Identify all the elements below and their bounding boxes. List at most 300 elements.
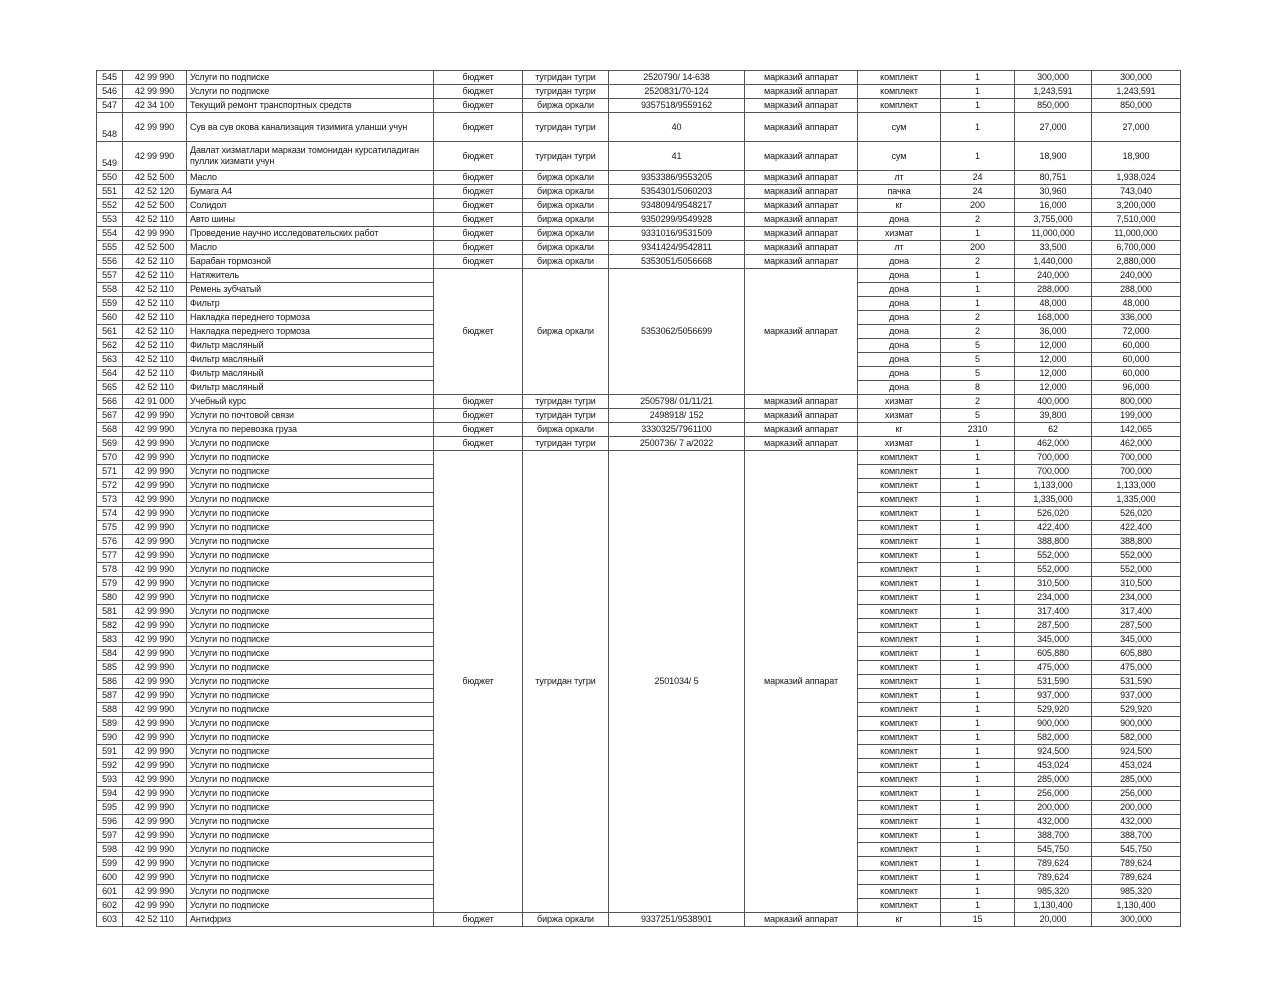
- cell-row-number: 558: [97, 283, 123, 297]
- table-row: [97, 269, 1181, 283]
- cell-expense-code: 42 99 990: [123, 843, 187, 857]
- cell-budget: бюджет: [434, 213, 523, 227]
- cell-org: марказий аппарат: [745, 113, 858, 142]
- cell-row-number: 589: [97, 717, 123, 731]
- cell-unit-price: 700,000: [1015, 465, 1092, 479]
- cell-unit: кг: [858, 913, 941, 927]
- cell-contract: 9331016/9531509: [609, 227, 745, 241]
- cell-total: 700,000: [1092, 465, 1181, 479]
- cell-unit-price: 288,000: [1015, 283, 1092, 297]
- cell-expense-code: 42 99 990: [123, 451, 187, 465]
- cell-expense-code: 42 52 110: [123, 297, 187, 311]
- cell-expense-code: 42 99 990: [123, 661, 187, 675]
- cell-row-number: 561: [97, 325, 123, 339]
- cell-unit-price: 27,000: [1015, 113, 1092, 142]
- table-row: [97, 185, 1181, 199]
- cell-unit: кг: [858, 199, 941, 213]
- cell-unit: комплект: [858, 535, 941, 549]
- cell-unit: комплект: [858, 871, 941, 885]
- cell-description: Услуги по подписке: [187, 577, 434, 591]
- cell-expense-code: 42 99 990: [123, 815, 187, 829]
- cell-description: Услуги по подписке: [187, 493, 434, 507]
- cell-quantity: 1: [941, 563, 1015, 577]
- cell-description: Фильтр: [187, 297, 434, 311]
- cell-row-number: 590: [97, 731, 123, 745]
- cell-description: Услуги по подписке: [187, 815, 434, 829]
- cell-unit-price: 36,000: [1015, 325, 1092, 339]
- cell-expense-code: 42 52 110: [123, 269, 187, 283]
- cell-unit: комплект: [858, 717, 941, 731]
- cell-unit-price: 924,500: [1015, 745, 1092, 759]
- cell-contract: 3330325/7961100: [609, 423, 745, 437]
- cell-row-number: 581: [97, 605, 123, 619]
- cell-total: 985,320: [1092, 885, 1181, 899]
- cell-row-number: 574: [97, 507, 123, 521]
- cell-expense-code: 42 52 110: [123, 367, 187, 381]
- cell-total: 234,000: [1092, 591, 1181, 605]
- cell-total: 60,000: [1092, 339, 1181, 353]
- cell-unit-price: 16,000: [1015, 199, 1092, 213]
- cell-unit-price: 1,243,591: [1015, 85, 1092, 99]
- cell-expense-code: 42 99 990: [123, 465, 187, 479]
- table-body: [97, 71, 1181, 927]
- cell-quantity: 1: [941, 465, 1015, 479]
- cell-row-number: 588: [97, 703, 123, 717]
- cell-row-number: 570: [97, 451, 123, 465]
- cell-unit: комплект: [858, 521, 941, 535]
- cell-contract: 5353051/5056668: [609, 255, 745, 269]
- cell-quantity: 1: [941, 269, 1015, 283]
- cell-expense-code: 42 99 990: [123, 885, 187, 899]
- cell-row-number: 550: [97, 171, 123, 185]
- cell-description: Услуги по подписке: [187, 661, 434, 675]
- cell-method: биржа оркали: [523, 423, 609, 437]
- cell-quantity: 1: [941, 899, 1015, 913]
- cell-unit-price: 432,000: [1015, 815, 1092, 829]
- cell-total: 453,024: [1092, 759, 1181, 773]
- cell-description: Ремень зубчатый: [187, 283, 434, 297]
- cell-unit: комплект: [858, 773, 941, 787]
- cell-description: Учебный курс: [187, 395, 434, 409]
- cell-description: Услуги по подписке: [187, 703, 434, 717]
- cell-unit: хизмат: [858, 409, 941, 423]
- cell-quantity: 1: [941, 283, 1015, 297]
- cell-quantity: 200: [941, 199, 1015, 213]
- cell-budget: бюджет: [434, 113, 523, 142]
- cell-quantity: 1: [941, 857, 1015, 871]
- cell-row-number: 584: [97, 647, 123, 661]
- cell-total: 526,020: [1092, 507, 1181, 521]
- cell-quantity: 1: [941, 297, 1015, 311]
- cell-description: Услуги по подписке: [187, 71, 434, 85]
- cell-unit: дона: [858, 381, 941, 395]
- cell-row-number: 602: [97, 899, 123, 913]
- cell-method: тугридан тугри: [523, 85, 609, 99]
- cell-unit: комплект: [858, 465, 941, 479]
- cell-expense-code: 42 99 990: [123, 113, 187, 142]
- cell-expense-code: 42 99 990: [123, 142, 187, 171]
- cell-row-number: 578: [97, 563, 123, 577]
- cell-unit-price: 552,000: [1015, 549, 1092, 563]
- cell-description: Накладка переднего тормоза: [187, 325, 434, 339]
- cell-total: 288,000: [1092, 283, 1181, 297]
- cell-budget: бюджет: [434, 437, 523, 451]
- cell-method: тугридан тугри: [523, 113, 609, 142]
- cell-quantity: 1: [941, 113, 1015, 142]
- cell-total: 937,000: [1092, 689, 1181, 703]
- cell-unit-price: 526,020: [1015, 507, 1092, 521]
- cell-method: биржа оркали: [523, 185, 609, 199]
- cell-quantity: 2: [941, 325, 1015, 339]
- cell-total: 1,130,400: [1092, 899, 1181, 913]
- cell-unit: комплект: [858, 745, 941, 759]
- cell-total: 287,500: [1092, 619, 1181, 633]
- cell-total: 18,900: [1092, 142, 1181, 171]
- cell-quantity: 1: [941, 85, 1015, 99]
- cell-total: 300,000: [1092, 71, 1181, 85]
- table-row: [97, 255, 1181, 269]
- cell-quantity: 2: [941, 395, 1015, 409]
- cell-org: марказий аппарат: [745, 199, 858, 213]
- cell-method: биржа оркали: [523, 213, 609, 227]
- cell-quantity: 200: [941, 241, 1015, 255]
- cell-unit: дона: [858, 255, 941, 269]
- cell-description: Барабан тормозной: [187, 255, 434, 269]
- cell-unit: дона: [858, 269, 941, 283]
- cell-budget: бюджет: [434, 423, 523, 437]
- cell-unit: комплект: [858, 689, 941, 703]
- cell-row-number: 583: [97, 633, 123, 647]
- cell-method: биржа оркали: [523, 171, 609, 185]
- cell-method: биржа оркали: [523, 269, 609, 395]
- cell-total: 388,800: [1092, 535, 1181, 549]
- cell-unit: комплект: [858, 843, 941, 857]
- cell-expense-code: 42 99 990: [123, 549, 187, 563]
- cell-expense-code: 42 99 990: [123, 605, 187, 619]
- cell-unit: комплект: [858, 577, 941, 591]
- cell-org: марказий аппарат: [745, 171, 858, 185]
- cell-unit-price: 11,000,000: [1015, 227, 1092, 241]
- cell-expense-code: 42 52 110: [123, 913, 187, 927]
- cell-row-number: 580: [97, 591, 123, 605]
- cell-unit-price: 18,900: [1015, 142, 1092, 171]
- cell-row-number: 546: [97, 85, 123, 99]
- cell-unit: комплект: [858, 787, 941, 801]
- cell-quantity: 1: [941, 605, 1015, 619]
- cell-total: 1,335,000: [1092, 493, 1181, 507]
- table-row: [97, 99, 1181, 113]
- cell-quantity: 1: [941, 633, 1015, 647]
- cell-row-number: 562: [97, 339, 123, 353]
- cell-method: тугридан тугри: [523, 395, 609, 409]
- table-row: [97, 213, 1181, 227]
- cell-total: 462,000: [1092, 437, 1181, 451]
- cell-description: Услуги по подписке: [187, 563, 434, 577]
- cell-unit-price: 388,800: [1015, 535, 1092, 549]
- cell-unit-price: 552,000: [1015, 563, 1092, 577]
- cell-expense-code: 42 99 990: [123, 857, 187, 871]
- cell-expense-code: 42 99 990: [123, 899, 187, 913]
- cell-row-number: 563: [97, 353, 123, 367]
- cell-total: 388,700: [1092, 829, 1181, 843]
- cell-expense-code: 42 99 990: [123, 409, 187, 423]
- cell-total: 789,624: [1092, 871, 1181, 885]
- cell-org: марказий аппарат: [745, 227, 858, 241]
- cell-unit-price: 388,700: [1015, 829, 1092, 843]
- table-row: [97, 423, 1181, 437]
- cell-row-number: 552: [97, 199, 123, 213]
- cell-total: 432,000: [1092, 815, 1181, 829]
- cell-unit-price: 48,000: [1015, 297, 1092, 311]
- cell-description: Накладка переднего тормоза: [187, 311, 434, 325]
- cell-quantity: 1: [941, 731, 1015, 745]
- cell-row-number: 579: [97, 577, 123, 591]
- cell-expense-code: 42 52 110: [123, 255, 187, 269]
- table-row: [97, 142, 1181, 171]
- cell-description: Проведение научно исследовательских работ: [187, 227, 434, 241]
- cell-contract: 2520831/70-124: [609, 85, 745, 99]
- cell-description: Фильтр масляный: [187, 367, 434, 381]
- cell-quantity: 1: [941, 535, 1015, 549]
- cell-quantity: 1: [941, 815, 1015, 829]
- cell-total: 336,000: [1092, 311, 1181, 325]
- cell-total: 48,000: [1092, 297, 1181, 311]
- cell-org: марказий аппарат: [745, 913, 858, 927]
- cell-unit-price: 3,755,000: [1015, 213, 1092, 227]
- cell-unit: хизмат: [858, 395, 941, 409]
- cell-row-number: 556: [97, 255, 123, 269]
- cell-unit-price: 62: [1015, 423, 1092, 437]
- cell-quantity: 5: [941, 353, 1015, 367]
- cell-budget: бюджет: [434, 199, 523, 213]
- cell-row-number: 572: [97, 479, 123, 493]
- cell-description: Давлат хизматлари маркази томонидан курсатиладиган пуллик хизмати учун: [187, 142, 434, 171]
- cell-expense-code: 42 99 990: [123, 619, 187, 633]
- table-row: [97, 395, 1181, 409]
- cell-expense-code: 42 52 500: [123, 241, 187, 255]
- cell-unit-price: 1,133,000: [1015, 479, 1092, 493]
- table-row: [97, 241, 1181, 255]
- cell-expense-code: 42 99 990: [123, 71, 187, 85]
- cell-unit: хизмат: [858, 227, 941, 241]
- cell-unit: дона: [858, 339, 941, 353]
- cell-contract: 9337251/9538901: [609, 913, 745, 927]
- cell-unit-price: 256,000: [1015, 787, 1092, 801]
- cell-row-number: 576: [97, 535, 123, 549]
- cell-expense-code: 42 99 990: [123, 507, 187, 521]
- cell-expense-code: 42 52 120: [123, 185, 187, 199]
- cell-contract: 2498918/ 152: [609, 409, 745, 423]
- cell-total: 200,000: [1092, 801, 1181, 815]
- cell-description: Услуга по перевозка груза: [187, 423, 434, 437]
- cell-unit: комплект: [858, 479, 941, 493]
- cell-description: Услуги по подписке: [187, 857, 434, 871]
- cell-row-number: 559: [97, 297, 123, 311]
- cell-unit-price: 400,000: [1015, 395, 1092, 409]
- cell-description: Услуги по подписке: [187, 717, 434, 731]
- cell-quantity: 1: [941, 689, 1015, 703]
- cell-description: Услуги по подписке: [187, 675, 434, 689]
- cell-unit: комплект: [858, 619, 941, 633]
- cell-quantity: 5: [941, 339, 1015, 353]
- cell-quantity: 1: [941, 843, 1015, 857]
- table-row: [97, 409, 1181, 423]
- cell-description: Солидол: [187, 199, 434, 213]
- cell-total: 789,624: [1092, 857, 1181, 871]
- cell-description: Антифриз: [187, 913, 434, 927]
- cell-row-number: 566: [97, 395, 123, 409]
- cell-unit: комплект: [858, 899, 941, 913]
- cell-description: Авто шины: [187, 213, 434, 227]
- cell-org: марказий аппарат: [745, 437, 858, 451]
- cell-expense-code: 42 52 110: [123, 283, 187, 297]
- cell-quantity: 1: [941, 71, 1015, 85]
- cell-row-number: 600: [97, 871, 123, 885]
- cell-org: марказий аппарат: [745, 255, 858, 269]
- table-row: [97, 113, 1181, 142]
- cell-description: Услуги по подписке: [187, 507, 434, 521]
- cell-method: биржа оркали: [523, 255, 609, 269]
- cell-quantity: 1: [941, 773, 1015, 787]
- cell-expense-code: 42 99 990: [123, 731, 187, 745]
- cell-expense-code: 42 99 990: [123, 521, 187, 535]
- cell-row-number: 591: [97, 745, 123, 759]
- cell-org: марказий аппарат: [745, 451, 858, 913]
- cell-org: марказий аппарат: [745, 185, 858, 199]
- cell-description: Услуги по подписке: [187, 759, 434, 773]
- cell-row-number: 586: [97, 675, 123, 689]
- cell-description: Услуги по подписке: [187, 535, 434, 549]
- cell-total: 300,000: [1092, 913, 1181, 927]
- cell-quantity: 15: [941, 913, 1015, 927]
- cell-org: марказий аппарат: [745, 213, 858, 227]
- cell-expense-code: 42 99 990: [123, 563, 187, 577]
- cell-contract: 5353062/5056699: [609, 269, 745, 395]
- cell-total: 3,200,000: [1092, 199, 1181, 213]
- cell-description: Натяжитель: [187, 269, 434, 283]
- cell-total: 475,000: [1092, 661, 1181, 675]
- cell-quantity: 1: [941, 507, 1015, 521]
- cell-unit: комплект: [858, 675, 941, 689]
- cell-unit-price: 20,000: [1015, 913, 1092, 927]
- cell-quantity: 1: [941, 871, 1015, 885]
- cell-unit-price: 422,400: [1015, 521, 1092, 535]
- cell-expense-code: 42 99 990: [123, 717, 187, 731]
- table-row: [97, 437, 1181, 451]
- cell-quantity: 1: [941, 759, 1015, 773]
- cell-description: Услуги по подписке: [187, 843, 434, 857]
- cell-org: марказий аппарат: [745, 241, 858, 255]
- cell-unit-price: 475,000: [1015, 661, 1092, 675]
- cell-expense-code: 42 99 990: [123, 703, 187, 717]
- cell-row-number: 594: [97, 787, 123, 801]
- cell-unit: комплект: [858, 857, 941, 871]
- cell-unit: комплект: [858, 85, 941, 99]
- cell-total: 7,510,000: [1092, 213, 1181, 227]
- cell-total: 605,880: [1092, 647, 1181, 661]
- cell-unit: комплект: [858, 703, 941, 717]
- cell-unit-price: 12,000: [1015, 353, 1092, 367]
- cell-quantity: 1: [941, 227, 1015, 241]
- cell-contract: 9357518/9559162: [609, 99, 745, 113]
- cell-total: 529,920: [1092, 703, 1181, 717]
- cell-total: 27,000: [1092, 113, 1181, 142]
- cell-row-number: 568: [97, 423, 123, 437]
- cell-budget: бюджет: [434, 85, 523, 99]
- cell-method: биржа оркали: [523, 199, 609, 213]
- cell-total: 552,000: [1092, 549, 1181, 563]
- cell-quantity: 8: [941, 381, 1015, 395]
- cell-budget: бюджет: [434, 913, 523, 927]
- table-row: [97, 85, 1181, 99]
- cell-total: 310,500: [1092, 577, 1181, 591]
- cell-expense-code: 42 99 990: [123, 493, 187, 507]
- cell-description: Масло: [187, 171, 434, 185]
- cell-total: 924,500: [1092, 745, 1181, 759]
- cell-unit-price: 1,440,000: [1015, 255, 1092, 269]
- cell-unit: дона: [858, 367, 941, 381]
- cell-row-number: 575: [97, 521, 123, 535]
- cell-expense-code: 42 99 990: [123, 745, 187, 759]
- cell-expense-code: 42 99 990: [123, 227, 187, 241]
- cell-unit-price: 582,000: [1015, 731, 1092, 745]
- table-row: [97, 199, 1181, 213]
- cell-unit: комплект: [858, 507, 941, 521]
- cell-budget: бюджет: [434, 395, 523, 409]
- cell-description: Услуги по подписке: [187, 437, 434, 451]
- cell-org: марказий аппарат: [745, 423, 858, 437]
- cell-description: Услуги по почтовой связи: [187, 409, 434, 423]
- cell-expense-code: 42 99 990: [123, 801, 187, 815]
- cell-row-number: 549: [97, 142, 123, 171]
- cell-expense-code: 42 99 990: [123, 871, 187, 885]
- cell-unit-price: 1,335,000: [1015, 493, 1092, 507]
- cell-description: Услуги по подписке: [187, 85, 434, 99]
- cell-unit-price: 30,960: [1015, 185, 1092, 199]
- cell-expense-code: 42 99 990: [123, 759, 187, 773]
- cell-budget: бюджет: [434, 142, 523, 171]
- cell-expense-code: 42 99 990: [123, 423, 187, 437]
- cell-description: Услуги по подписке: [187, 633, 434, 647]
- table-row: [97, 451, 1181, 465]
- cell-quantity: 1: [941, 885, 1015, 899]
- cell-org: марказий аппарат: [745, 99, 858, 113]
- cell-row-number: 596: [97, 815, 123, 829]
- cell-unit: комплект: [858, 731, 941, 745]
- cell-org: марказий аппарат: [745, 71, 858, 85]
- cell-unit-price: 900,000: [1015, 717, 1092, 731]
- cell-row-number: 564: [97, 367, 123, 381]
- cell-row-number: 565: [97, 381, 123, 395]
- cell-unit-price: 345,000: [1015, 633, 1092, 647]
- cell-unit: комплект: [858, 647, 941, 661]
- cell-row-number: 598: [97, 843, 123, 857]
- cell-total: 345,000: [1092, 633, 1181, 647]
- cell-org: марказий аппарат: [745, 85, 858, 99]
- cell-row-number: 585: [97, 661, 123, 675]
- cell-row-number: 554: [97, 227, 123, 241]
- cell-budget: бюджет: [434, 451, 523, 913]
- cell-description: Фильтр масляный: [187, 353, 434, 367]
- cell-method: биржа оркали: [523, 227, 609, 241]
- cell-unit: дона: [858, 325, 941, 339]
- cell-row-number: 548: [97, 113, 123, 142]
- cell-expense-code: 42 52 500: [123, 171, 187, 185]
- cell-org: марказий аппарат: [745, 395, 858, 409]
- cell-description: Услуги по подписке: [187, 885, 434, 899]
- cell-quantity: 1: [941, 745, 1015, 759]
- cell-description: Услуги по подписке: [187, 787, 434, 801]
